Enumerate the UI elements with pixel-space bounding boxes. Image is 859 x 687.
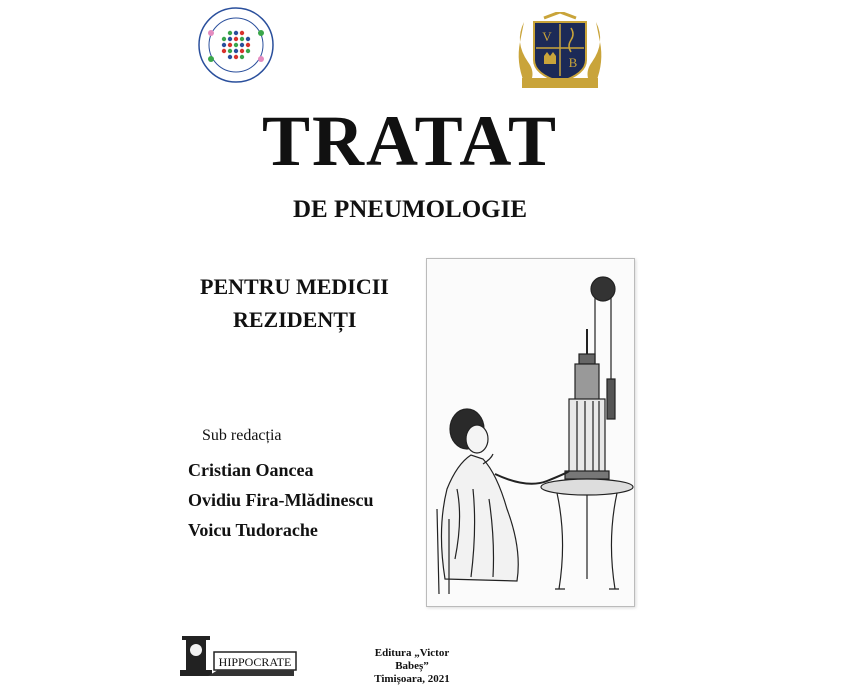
audience-line-2: REZIDENȚI [233, 307, 357, 332]
logo-dot [234, 55, 238, 59]
logo-dot [246, 49, 250, 53]
logo-dot [246, 37, 250, 41]
logo-dot [240, 31, 244, 35]
logo-dot [246, 43, 250, 47]
editor-name: Cristian Oancea [188, 460, 314, 480]
logo-dot [228, 55, 232, 59]
publisher-name: Editura „Victor Babeș” [374, 647, 450, 672]
audience-block [200, 270, 389, 336]
spirometer-drawing [427, 259, 634, 606]
editor-label: Sub redacția [202, 427, 282, 444]
logo-dot [240, 43, 244, 47]
spirometer-illustration [426, 258, 635, 607]
logo-dot [234, 49, 238, 53]
publisher-info [357, 647, 467, 686]
vb-crest-logo [514, 12, 606, 92]
cover-title: TRATAT [261, 101, 559, 181]
cover-subtitle: DE PNEUMOLOGIE [292, 196, 528, 223]
logo-dot [228, 31, 232, 35]
logo-dot [228, 49, 232, 53]
logo-dot [222, 43, 226, 47]
hippocrate-logo-graphic [178, 630, 300, 682]
logo-dot [228, 37, 232, 41]
crest-letter-top: V [542, 29, 552, 44]
logo-dot [222, 49, 226, 53]
crest-letter-bottom: B [568, 55, 578, 70]
society-logo-graphic [192, 5, 280, 85]
audience-line-1: PENTRU MEDICII [200, 274, 389, 299]
publisher-place-year: Timișoara, 2021 [374, 673, 450, 685]
logo-dot [234, 37, 238, 41]
hippocrate-wordmark: HIPPOCRATE [218, 655, 292, 669]
logo-dot [240, 55, 244, 59]
society-logo [192, 5, 280, 85]
editors-list [188, 455, 374, 545]
logo-dot [234, 31, 238, 35]
logo-dot [240, 37, 244, 41]
vb-crest-graphic [514, 12, 606, 92]
logo-dot [234, 43, 238, 47]
hippocrate-logo [178, 630, 300, 682]
logo-dot [222, 37, 226, 41]
logo-dot [240, 49, 244, 53]
editor-name: Voicu Tudorache [188, 520, 318, 540]
editor-name: Ovidiu Fira-Mlădinescu [188, 490, 374, 510]
logo-dot [228, 43, 232, 47]
